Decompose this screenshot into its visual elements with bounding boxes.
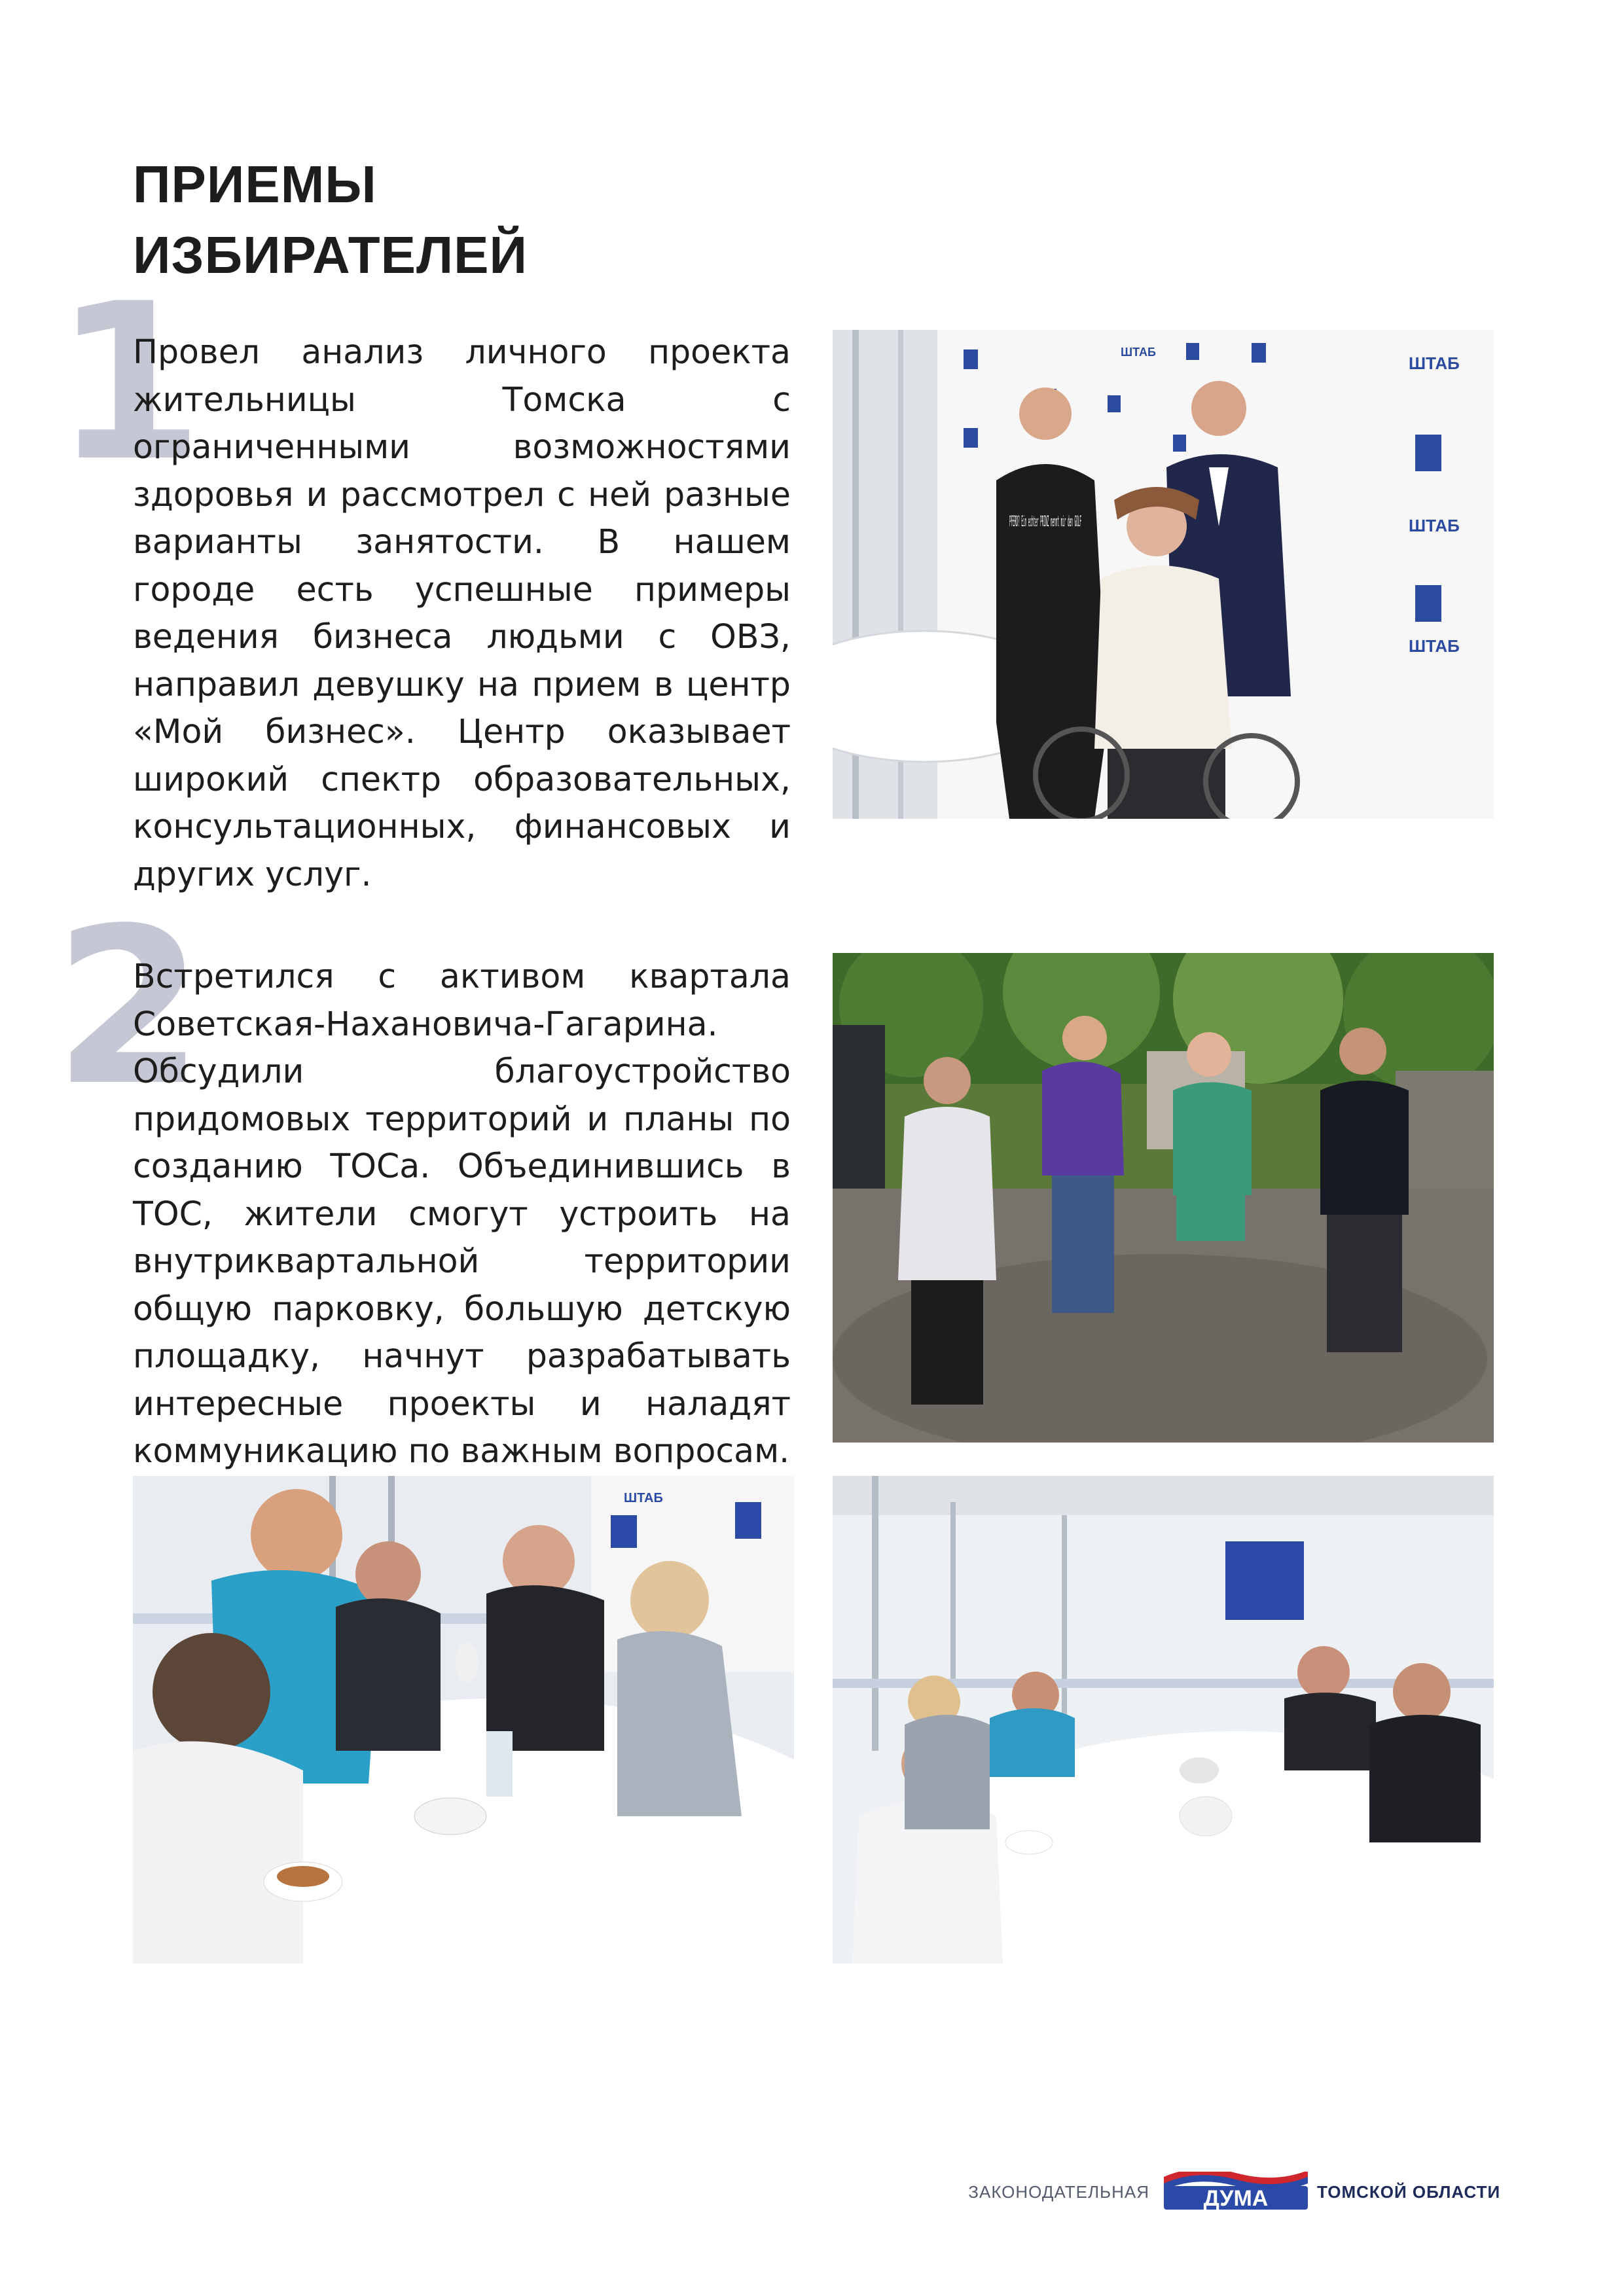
title-line-2: ИЗБИРАТЕЛЕЙ	[133, 226, 528, 284]
poster-title-2: ШТАБ	[1409, 516, 1460, 535]
photo-courtyard-meeting	[833, 953, 1494, 1443]
footer	[0, 2172, 1624, 2211]
poster-title-5: ШТАБ	[624, 1491, 663, 1505]
photo-reception-office	[833, 330, 1494, 819]
poster-title-4: ШТАБ	[1121, 346, 1156, 359]
duma-logo	[1157, 2172, 1313, 2211]
section-2-text: Встретился с активом квартала Советская-Нахановича-Гагарина. Обсудили благоустройство придомовых территорий и планы по созданию ТОСа. Объединившись в ТОС, жители смогут устроить на внутриквартальной территории общую парковку, большую детскую площадку, начнут разрабатывать интересные проекты и наладят коммуникацию по важным вопросам.	[133, 957, 791, 1470]
logo-text: ДУМА	[1203, 2186, 1269, 2211]
footer-left-text: ЗАКОНОДАТЕЛЬНАЯ	[968, 2182, 1149, 2202]
poster-title-1: ШТАБ	[1409, 353, 1460, 373]
footer-right-text: ТОМСКОЙ ОБЛАСТИ	[1317, 2182, 1501, 2202]
title-line-1: ПРИЕМЫ	[133, 155, 377, 213]
poster-title-3: ШТАБ	[1409, 636, 1460, 656]
photo-table-discussion	[133, 1476, 794, 1964]
section-number-2: 2	[54, 882, 204, 1133]
hoodie-print: PFERD? Ein echter PRINZ nennt mir den GOLF	[1009, 514, 1081, 530]
section-1-text: Провел анализ личного проекта жительницы Томска с ограниченными возможностями здоровья и рассмотрел с ней разные варианты занятости. В нашем городе есть успешные примеры ведения бизнеса людьми с ОВЗ, направил девушку на прием в центр «Мой бизнес». Центр оказывает широкий спектр образовательных, консультационных, финансовых и других услуг.	[133, 332, 791, 893]
photo-round-table	[833, 1476, 1494, 1964]
section-number-1: 1	[54, 257, 204, 509]
